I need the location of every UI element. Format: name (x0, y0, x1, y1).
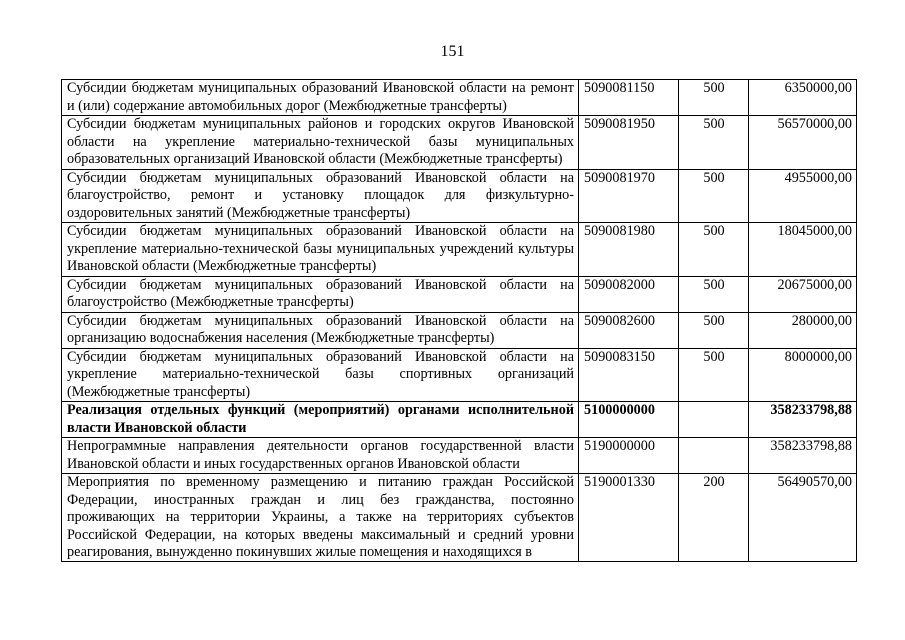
row-code: 5090081970 (579, 169, 679, 223)
row-amount: 280000,00 (749, 312, 857, 348)
row-expense-type (679, 438, 749, 474)
table-row (62, 80, 857, 116)
row-code: 5100000000 (579, 402, 679, 438)
row-expense-type (679, 402, 749, 438)
page-number: 151 (440, 43, 465, 60)
row-code: 5090082000 (579, 276, 679, 312)
row-name: Субсидии бюджетам муниципальных образований Ивановской области на укрепление материально-технической базы муниципальных учреждений культуры Ивановской области (Межбюджетные трансферты) (62, 223, 579, 277)
row-expense-type: 500 (679, 116, 749, 170)
row-code: 5090081980 (579, 223, 679, 277)
row-code: 5090081950 (579, 116, 679, 170)
row-code: 5090083150 (579, 348, 679, 402)
row-name: Субсидии бюджетам муниципальных образований Ивановской области на ремонт и (или) содержание автомобильных дорог (Межбюджетные трансферты) (62, 80, 579, 116)
row-amount: 358233798,88 (749, 438, 857, 474)
row-code: 5090081150 (579, 80, 679, 116)
table-row (62, 474, 857, 562)
row-amount: 56570000,00 (749, 116, 857, 170)
row-code: 5190001330 (579, 474, 679, 562)
table-row (62, 438, 857, 474)
row-expense-type: 200 (679, 474, 749, 562)
row-name: Субсидии бюджетам муниципальных образований Ивановской области на организацию водоснабжения населения (Межбюджетные трансферты) (62, 312, 579, 348)
row-name: Субсидии бюджетам муниципальных образований Ивановской области на благоустройство (Межбюджетные трансферты) (62, 276, 579, 312)
table-row (62, 223, 857, 277)
table-row (62, 312, 857, 348)
row-name: Субсидии бюджетам муниципальных районов и городских округов Ивановской области на укрепление материально-технической базы муниципальных образовательных организаций Ивановской области (Межбюджетные трансферты) (62, 116, 579, 170)
row-amount: 358233798,88 (749, 402, 857, 438)
row-amount: 18045000,00 (749, 223, 857, 277)
table-row-section-total (62, 402, 857, 438)
table-row (62, 276, 857, 312)
table-row (62, 116, 857, 170)
budget-table (61, 79, 857, 562)
row-amount: 6350000,00 (749, 80, 857, 116)
row-expense-type: 500 (679, 169, 749, 223)
row-expense-type: 500 (679, 312, 749, 348)
row-amount: 8000000,00 (749, 348, 857, 402)
row-expense-type: 500 (679, 80, 749, 116)
table-row (62, 348, 857, 402)
row-code: 5090082600 (579, 312, 679, 348)
row-amount: 4955000,00 (749, 169, 857, 223)
row-expense-type: 500 (679, 276, 749, 312)
row-expense-type: 500 (679, 348, 749, 402)
row-expense-type: 500 (679, 223, 749, 277)
row-name: Непрограммные направления деятельности органов государственной власти Ивановской области и иных государственных органов Ивановской области (62, 438, 579, 474)
row-name: Реализация отдельных функций (мероприятий) органами исполнительной власти Ивановской области (62, 402, 579, 438)
table-row (62, 169, 857, 223)
row-name (62, 474, 579, 562)
row-amount: 56490570,00 (749, 474, 857, 562)
row-code: 5190000000 (579, 438, 679, 474)
row-amount: 20675000,00 (749, 276, 857, 312)
row-name: Субсидии бюджетам муниципальных образований Ивановской области на укрепление материально-технической базы спортивных организаций (Межбюджетные трансферты) (62, 348, 579, 402)
row-name: Субсидии бюджетам муниципальных образований Ивановской области на благоустройство, ремонт и установку площадок для физкультурно-оздоровительных занятий (Межбюджетные трансферты) (62, 169, 579, 223)
row-name-text: Мероприятия по временному размещению и питанию граждан Российской Федерации, иностранных граждан и лиц без гражданства, постоянно проживающих на территории Украины, а также на территориях субъектов Российской Федерации, на которых введены максимальный и средний уровни реагирования, вынужденно покинувших жилые помещения и находящихся в (67, 474, 574, 560)
